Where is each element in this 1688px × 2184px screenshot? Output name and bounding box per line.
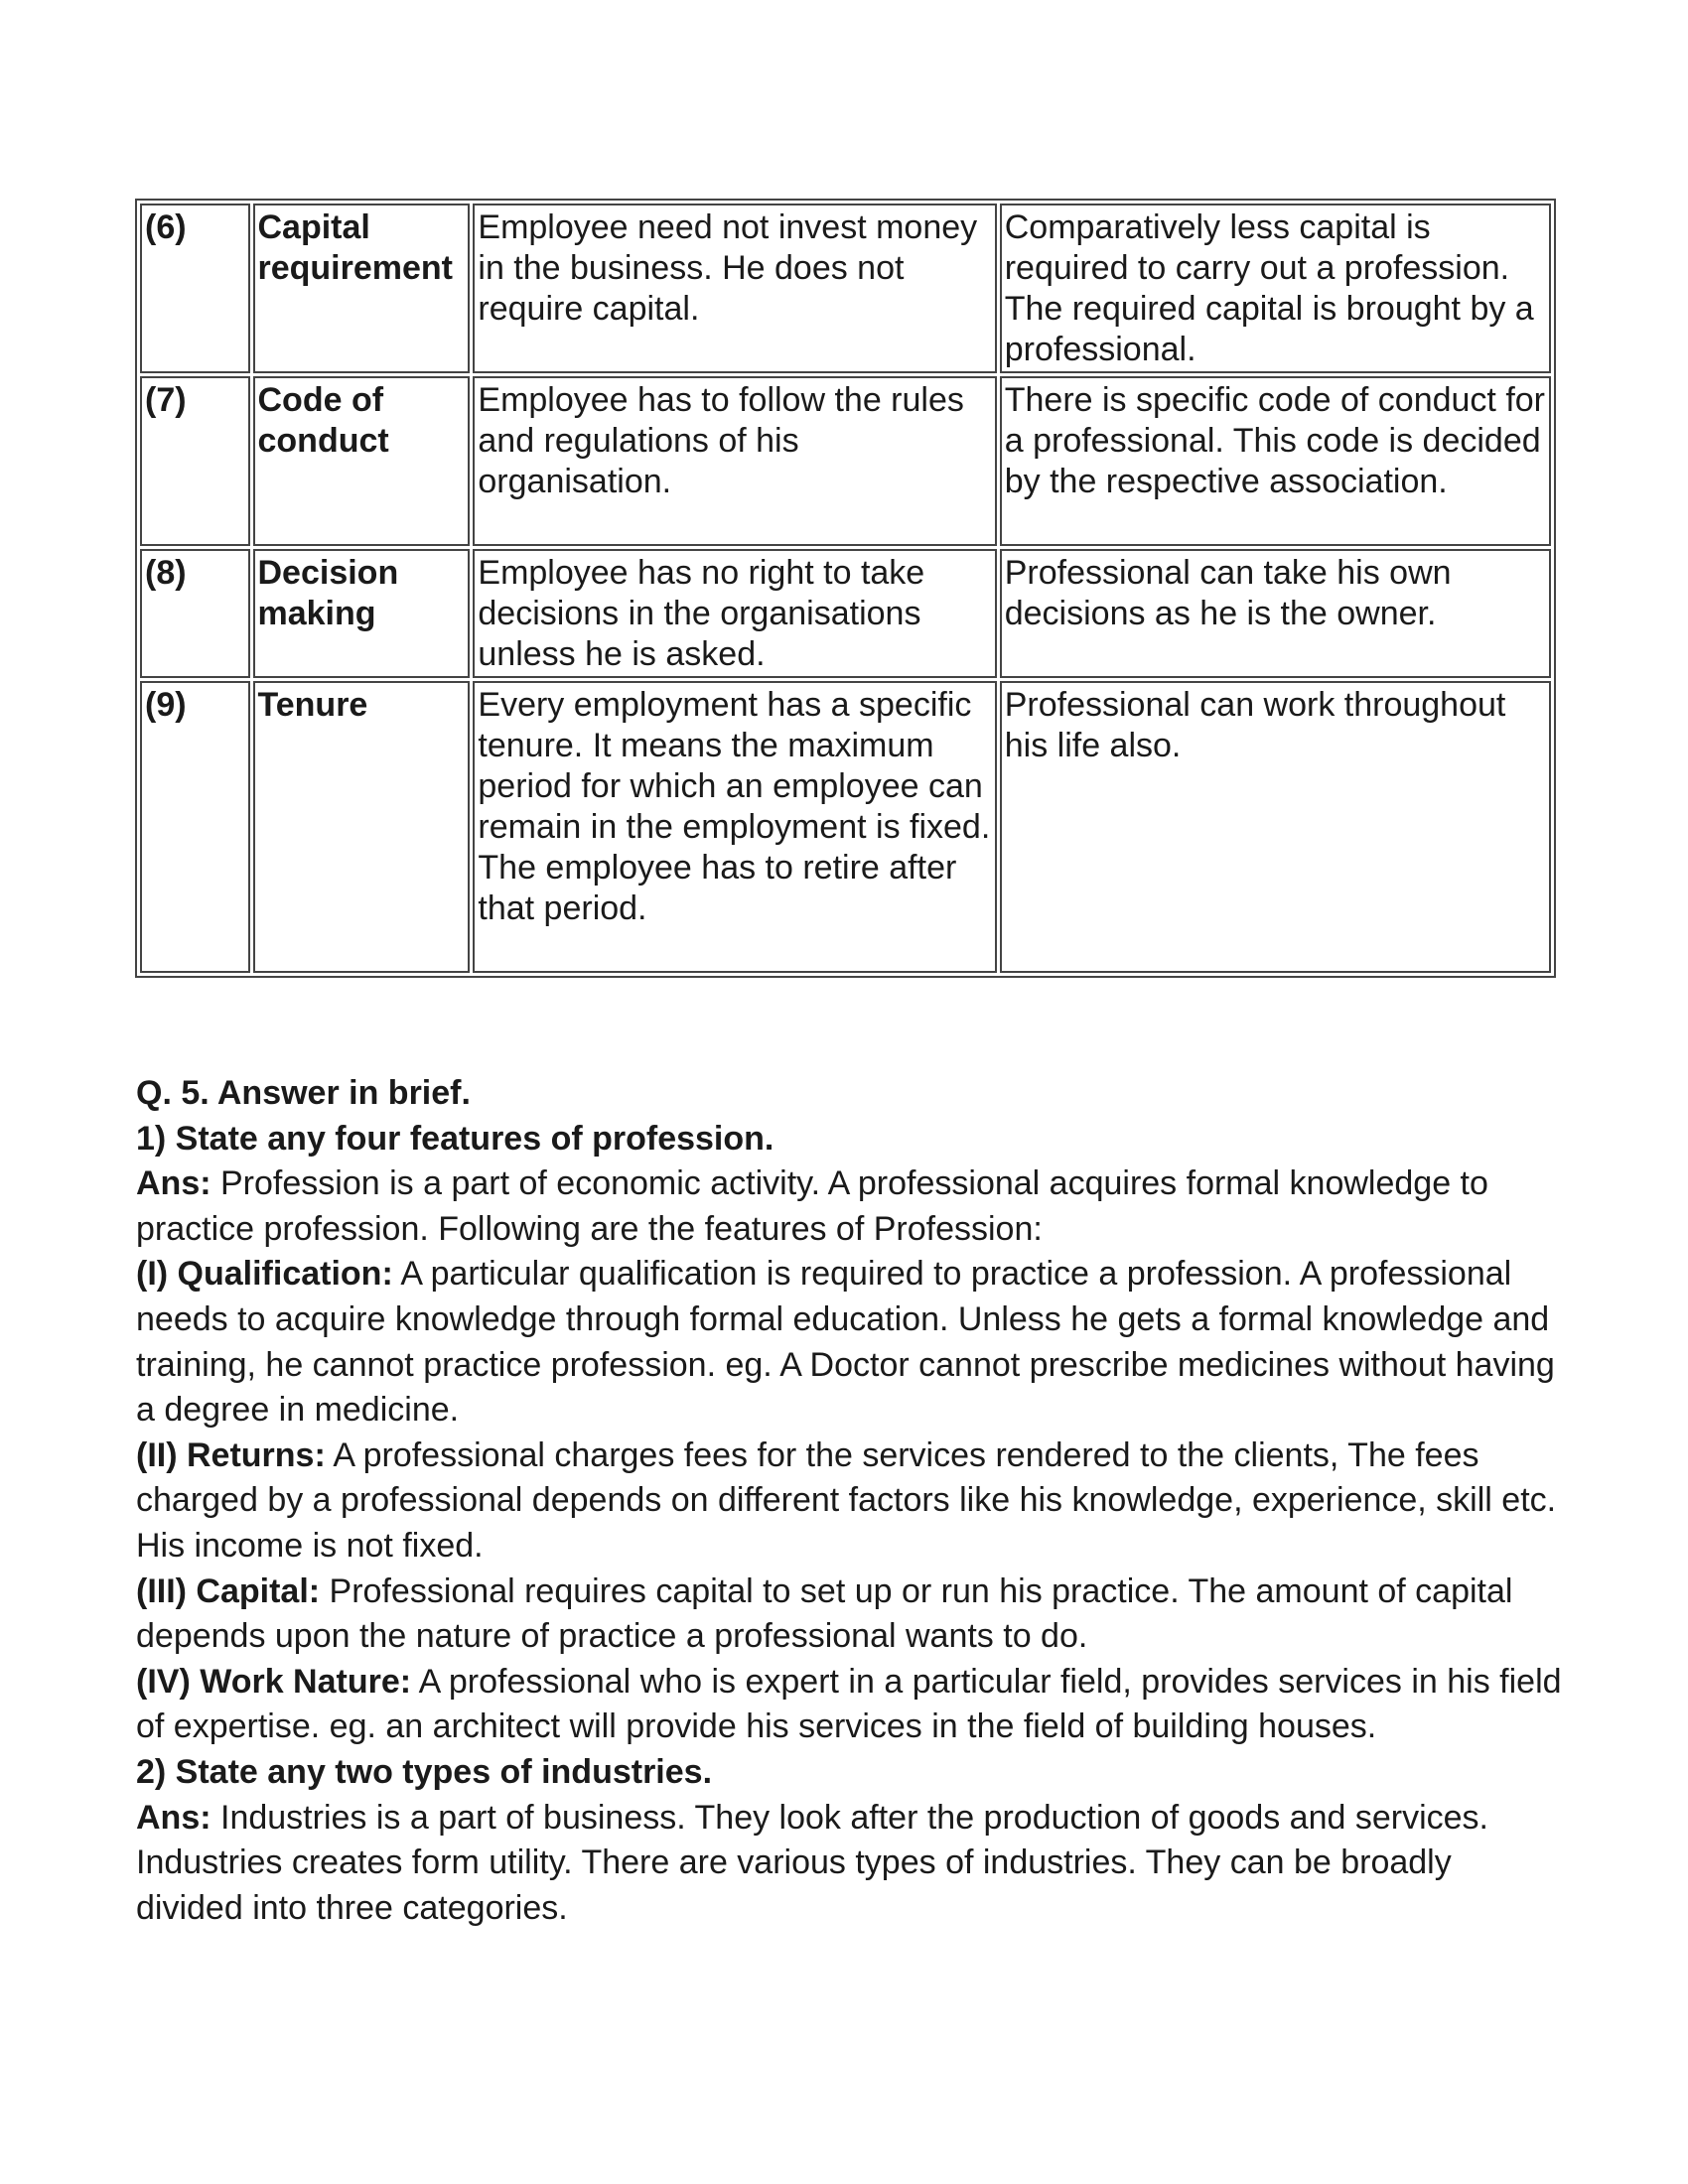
answer-label: Ans: (136, 1164, 211, 1203)
profession-cell: There is specific code of conduct for a professional. This code is decided by the respective association. (1000, 376, 1551, 546)
feature-text: Professional requires capital to set up or run his practice. The amount of capital depends upon the nature of practice a professional wants to do. (136, 1571, 1513, 1656)
feature-label: (IV) Work Nature: (136, 1662, 412, 1701)
profession-cell: Professional can work throughout his life also. (1000, 681, 1551, 973)
employee-cell: Every employment has a specific tenure. It means the maximum period for which an employee can remain in the employment is fixed. The employee has to retire after that period. (473, 681, 996, 973)
question-1: 1) State any four features of profession. (136, 1119, 774, 1158)
comparison-table (135, 199, 1556, 978)
employee-cell: Employee need not invest money in the business. He does not require capital. (473, 204, 996, 373)
row-number: (7) (140, 376, 250, 546)
answer-text: Industries is a part of business. They look after the production of goods and services. Industries creates form utility. There are various types of industries. They can be broadly divided into three categories. (136, 1798, 1488, 1927)
profession-cell: Professional can take his own decisions as he is the owner. (1000, 549, 1551, 678)
answer-1-intro (136, 1161, 1566, 1252)
feature-text: A professional charges fees for the services rendered to the clients, The fees charged by a professional depends on different factors like his knowledge, experience, skill etc. His income is not fixed. (136, 1435, 1557, 1565)
feature-item (136, 1252, 1566, 1433)
profession-cell: Comparatively less capital is required to carry out a profession. The required capital is brought by a professional. (1000, 204, 1551, 373)
row-number: (9) (140, 681, 250, 973)
employee-cell: Employee has to follow the rules and regulations of his organisation. (473, 376, 996, 546)
answer-text: Profession is a part of economic activity. A professional acquires formal knowledge to practice profession. Following are the features of Profession: (136, 1164, 1488, 1248)
row-aspect: Decision making (253, 549, 471, 678)
feature-label: (I) Qualification: (136, 1255, 393, 1294)
qa-section (136, 1071, 1566, 1931)
feature-item (136, 1570, 1566, 1660)
row-aspect: Capital requirement (253, 204, 471, 373)
feature-item (136, 1660, 1566, 1750)
feature-text: A particular qualification is required to practice a profession. A professional needs to acquire knowledge through formal education. Unless he gets a formal knowledge and training, he cannot practice profession. eg. A Doctor cannot prescribe medicines without having a degree in medicine. (136, 1255, 1555, 1430)
row-aspect: Code of conduct (253, 376, 471, 546)
employee-cell: Employee has no right to take decisions in the organisations unless he is asked. (473, 549, 996, 678)
row-number: (6) (140, 204, 250, 373)
table-row (140, 681, 1551, 973)
feature-label: (II) Returns: (136, 1435, 326, 1474)
row-number: (8) (140, 549, 250, 678)
question-2: 2) State any two types of industries. (136, 1752, 713, 1791)
feature-text: A professional who is expert in a particular field, provides services in his field of expertise. eg. an architect will provide his services in the field of building houses. (136, 1662, 1562, 1746)
feature-label: (III) Capital: (136, 1571, 321, 1610)
table-row (140, 204, 1551, 373)
table-row (140, 549, 1551, 678)
table-row (140, 376, 1551, 546)
answer-label: Ans: (136, 1798, 211, 1837)
question-heading: Q. 5. Answer in brief. (136, 1074, 471, 1112)
row-aspect: Tenure (253, 681, 471, 973)
answer-2 (136, 1796, 1566, 1932)
feature-item (136, 1433, 1566, 1570)
